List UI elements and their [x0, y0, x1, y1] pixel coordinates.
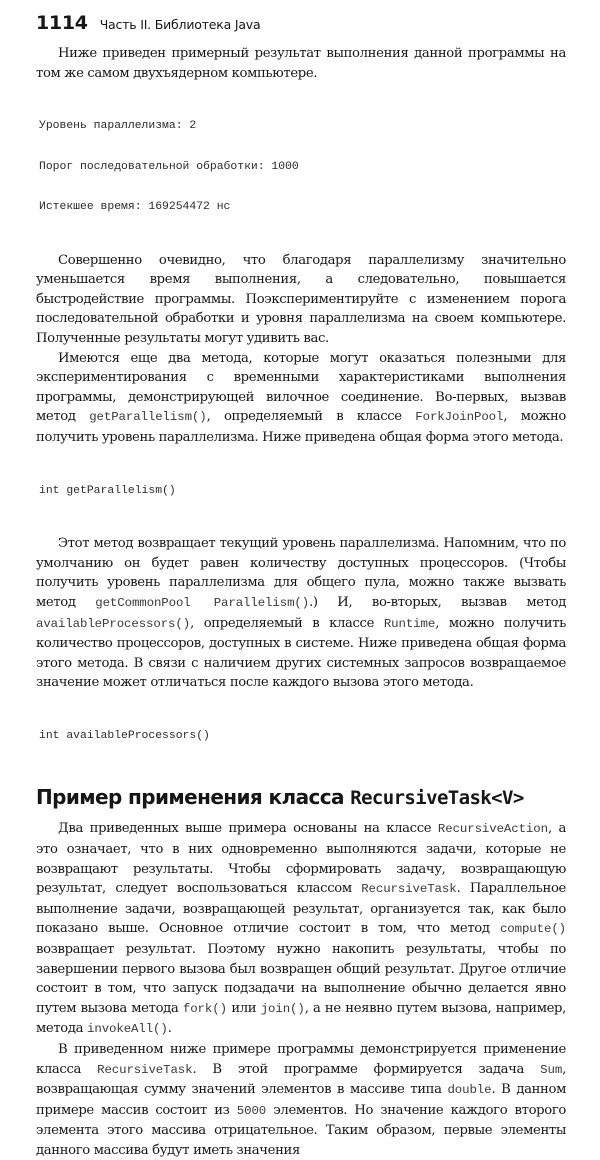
text-run: Два приведенных выше примера основаны на классе [58, 821, 438, 837]
code-line: int getParallelism() [39, 484, 176, 497]
text-run: , определяемый в классе [190, 615, 384, 631]
page-body [36, 44, 566, 1160]
text-run: . Параллельное выполнение задачи, возвращающей результат, организуется так, как было показано выше. Основное отличие состоит в том, что метод [36, 881, 566, 937]
text-run: Этот метод возвращает текущий уровень параллелизма. Напомним, что по умолчанию он будет равен количеству доступных процессоров. (Чтобы получить уровень параллелизма для общего пула, можно также вызвать метод [36, 536, 566, 610]
paragraph-two-methods [36, 349, 566, 448]
inline-code: Sum [540, 1062, 563, 1077]
paragraph-obviously: Совершенно очевидно, что благодаря параллелизму значительно уменьшается время выполнения, а следовательно, повышается быстродействие программы. Поэкспериментируйте с изменением порога последовательной обработки и уровня параллелизма на своем компьютере. Полученные результаты могут удивить вас. [36, 252, 566, 347]
inline-code: availableProcessors() [36, 616, 191, 631]
text-run: .) И, во-вторых, вызвав метод [309, 594, 567, 610]
text-run: Имеются еще два метода, которые могут оказаться полезными для экспериментирования с временными характеристиками выполнения программы, демонстрирующей вилочное соединение. Во-первых, вызвав метод [36, 350, 566, 425]
inline-code: 5000 [236, 1103, 267, 1118]
running-head-section: Часть II. Библиотека Java [99, 17, 261, 32]
text-run: элементов. Но значение каждого второго элемента этого массива отрицательное. Таким образом, первые элементы данного массива будут иметь значения [36, 1102, 566, 1158]
page-number: 1114 [36, 12, 88, 34]
inline-code: invokeAll() [87, 1022, 168, 1037]
output-code-block [39, 93, 566, 242]
text-run: возвращает результат. Поэтому нужно накопить результаты, чтобы по завершении первого вызова был возвращен общий результат. Другое отличие состоит в том, что запуск подзадачи на выполнение обычно делается явно путем вызова метода [36, 941, 566, 1016]
paragraph-examples [36, 819, 566, 1040]
text-run: . В данном примере массив состоит из [36, 1082, 566, 1118]
text-run: , а не неявно путем вызова, например, метода [36, 1000, 566, 1037]
text-run: В приведенном ниже примере программы демонстрируется применение класса [36, 1041, 566, 1077]
text-run: , можно получить количество процессоров, доступных в системе. Ниже приведена общая форма этого метода. В связи с наличием других системных запросов возвращаемое значение может отличаться после каждого вызова этого метода. [36, 615, 566, 691]
inline-code: getParallelism() [89, 410, 207, 425]
code-available-processors [39, 703, 566, 771]
inline-code: join() [260, 1001, 305, 1016]
paragraph-returns [36, 534, 566, 693]
section-heading [36, 784, 566, 811]
intro-paragraph: Ниже приведен примерный результат выполнения данной программы на том же самом двухъядерном компьютере. [36, 46, 566, 81]
inline-code: compute() [499, 922, 566, 937]
running-head [36, 12, 566, 36]
inline-code: ForkJoinPool [415, 410, 504, 425]
inline-code: RecursiveTask [361, 882, 457, 897]
text-run: , можно получить уровень параллелизма. Ниже приведена общая форма этого метода. [36, 409, 566, 446]
inline-code: getCommonPool Parallelism() [95, 595, 310, 610]
inline-code: double [447, 1083, 492, 1098]
heading-code: RecursiveTask<V> [350, 787, 524, 810]
code-line: Уровень параллелизма: 2 [39, 120, 197, 133]
code-line: int availableProcessors() [39, 729, 210, 742]
text-run: , возвращающая сумму значений элементов в массиве типа [36, 1061, 567, 1098]
code-get-parallelism [39, 458, 566, 526]
code-line: Истекшее время: 169254472 нс [39, 201, 231, 214]
inline-code: RecursiveTask [97, 1062, 193, 1077]
text-run: . [167, 1021, 172, 1037]
text-run: или [226, 1000, 261, 1016]
paragraph-below [36, 1040, 566, 1160]
code-line: Порог последовательной обработки: 1000 [39, 160, 299, 173]
inline-code: RecursiveAction [437, 822, 548, 837]
text-run: , определяемый в классе [206, 409, 416, 425]
text-run: . В этой программе формируется задача [192, 1061, 541, 1077]
heading-text: Пример применения класса [36, 785, 351, 810]
inline-code: fork() [182, 1001, 227, 1016]
text-run: , а это означает, что в них одновременно выполняются задачи, которые не возвращают результаты. Чтобы сформировать задачу, возвращающую результат, следует воспользоваться классом [36, 821, 566, 897]
inline-code: Runtime [383, 616, 436, 631]
